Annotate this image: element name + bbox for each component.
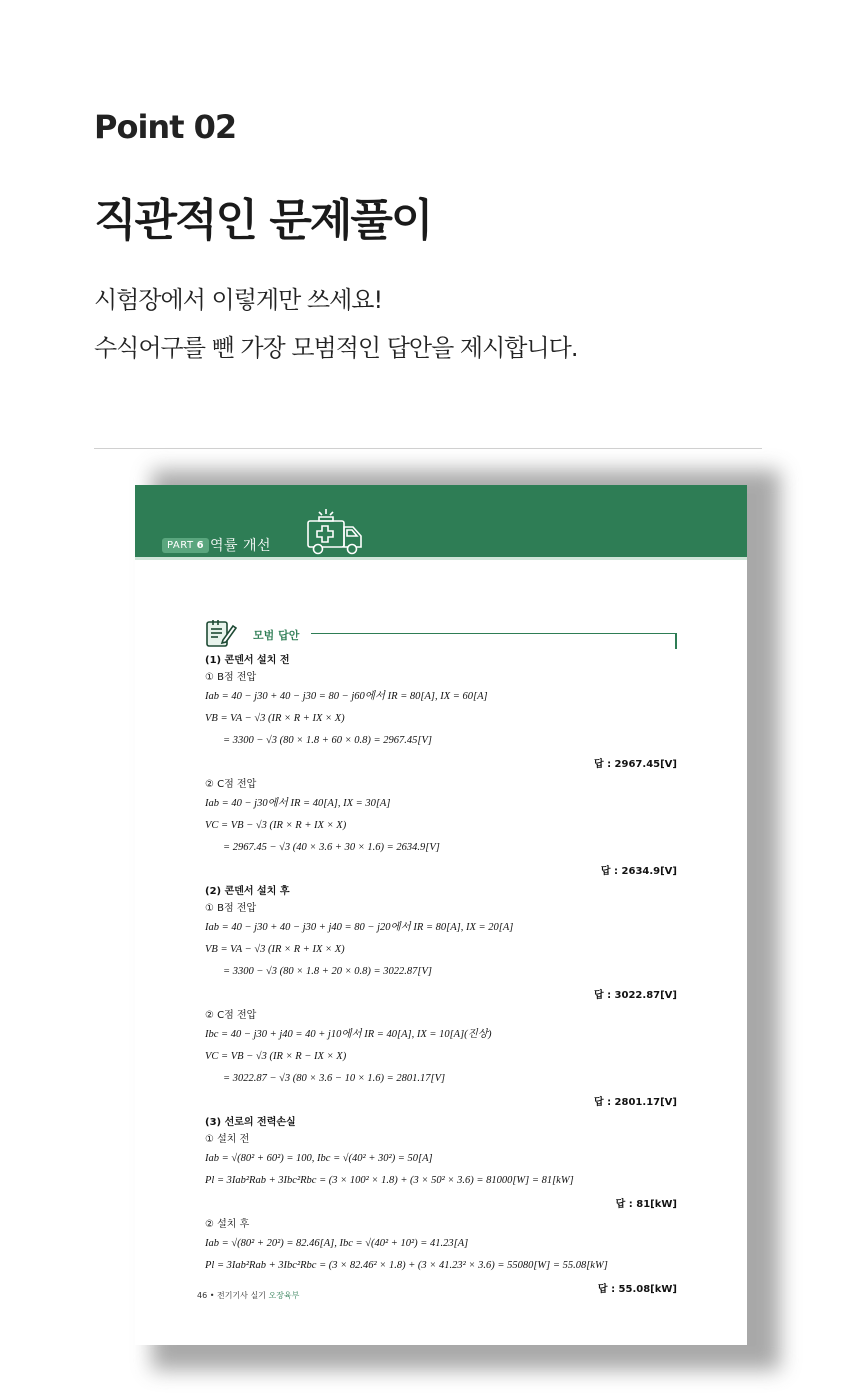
equation-line: = 3300 − √3 (80 × 1.8 + 20 × 0.8) = 3022.87[V] <box>223 966 432 977</box>
part-header-band <box>135 485 747 560</box>
notepad-pencil-icon <box>205 618 237 648</box>
section-heading: (3) 선로의 전력손실 <box>205 1117 296 1128</box>
subsection-heading: ② C점 전압 <box>205 1010 257 1021</box>
answer-line: 답 : 2634.9[V] <box>600 866 677 877</box>
book-page <box>135 485 747 1345</box>
equation-line: = 2967.45 − √3 (40 × 3.6 + 30 × 1.6) = 2634.9[V] <box>223 842 440 853</box>
model-answer-header <box>205 618 677 648</box>
divider <box>94 448 762 449</box>
answer-line: 답 : 2967.45[V] <box>593 759 677 770</box>
section-rule-end <box>675 633 677 649</box>
section-rule <box>311 633 676 634</box>
description-line-2: 수식어구를 뺀 가장 모범적인 답안을 제시합니다. <box>94 334 578 362</box>
answer-line: 답 : 81[kW] <box>615 1199 677 1210</box>
equation-line: Iab = √(80² + 60²) = 100, Ibc = √(40² + 30²) = 50[A] <box>205 1153 433 1164</box>
answer-line: 답 : 2801.17[V] <box>593 1097 677 1108</box>
page-footer: 46 • 전기기사 실기 오장육부 <box>197 1291 300 1300</box>
answer-line: 답 : 3022.87[V] <box>593 990 677 1001</box>
page-title: 직관적인 문제풀이 <box>94 195 432 246</box>
equation-line: = 3022.87 − √3 (80 × 3.6 − 10 × 1.6) = 2801.17[V] <box>223 1073 446 1084</box>
equation-line: Iab = √(80² + 20²) = 82.46[A], Ibc = √(40² + 10²) = 41.23[A] <box>205 1238 469 1249</box>
equation-line: Iab = 40 − j30 + 40 − j30 + j40 = 80 − j20에서 IR = 80[A], IX = 20[A] <box>205 922 514 933</box>
equation-line: VB = VA − √3 (IR × R + IX × X) <box>205 944 345 955</box>
section-label: 모범 답안 <box>253 629 300 642</box>
section-heading: (1) 콘덴서 설치 전 <box>205 655 290 666</box>
section-heading: (2) 콘덴서 설치 후 <box>205 886 290 897</box>
part-number: 6 <box>196 540 205 551</box>
equation-line: Iab = 40 − j30에서 IR = 40[A], IX = 30[A] <box>205 798 391 809</box>
equation-line: VC = VB − √3 (IR × R − IX × X) <box>205 1051 347 1062</box>
ambulance-icon <box>305 507 365 559</box>
part-badge <box>162 538 209 553</box>
description-line-1: 시험장에서 이렇게만 쓰세요! <box>94 286 383 314</box>
subsection-heading: ① B점 전압 <box>205 903 257 914</box>
subsection-heading: ② 설치 후 <box>205 1219 250 1230</box>
subsection-heading: ① 설치 전 <box>205 1134 250 1145</box>
page-number: 46 <box>197 1291 208 1300</box>
subsection-heading: ② C점 전압 <box>205 779 257 790</box>
equation-line: VC = VB − √3 (IR × R + IX × X) <box>205 820 347 831</box>
book-title: 전기기사 실기 <box>217 1291 266 1300</box>
part-tag: PART <box>167 540 194 551</box>
answer-line: 답 : 55.08[kW] <box>597 1284 677 1295</box>
equation-line: Pl = 3Iab²Rab + 3Ibc²Rbc = (3 × 82.46² × 1.8) + (3 × 41.23² × 3.6) = 55080[W] = 55.08[kW] <box>205 1260 608 1271</box>
equation-line: = 3300 − √3 (80 × 1.8 + 60 × 0.8) = 2967.45[V] <box>223 735 432 746</box>
solution-body <box>205 652 677 1301</box>
equation-line: Iab = 40 − j30 + 40 − j30 = 80 − j60에서 IR = 80[A], IX = 60[A] <box>205 691 488 702</box>
equation-line: VB = VA − √3 (IR × R + IX × X) <box>205 713 345 724</box>
equation-line: Pl = 3Iab²Rab + 3Ibc²Rbc = (3 × 100² × 1.8) + (3 × 50² × 3.6) = 81000[W] = 81[kW] <box>205 1175 574 1186</box>
brand-name: 오장육부 <box>268 1291 300 1300</box>
point-label: Point 02 <box>94 108 237 146</box>
equation-line: Ibc = 40 − j30 + j40 = 40 + j10에서 IR = 40[A], IX = 10[A](진상) <box>205 1029 492 1040</box>
subsection-heading: ① B점 전압 <box>205 672 257 683</box>
part-name: 역률 개선 <box>210 538 272 554</box>
